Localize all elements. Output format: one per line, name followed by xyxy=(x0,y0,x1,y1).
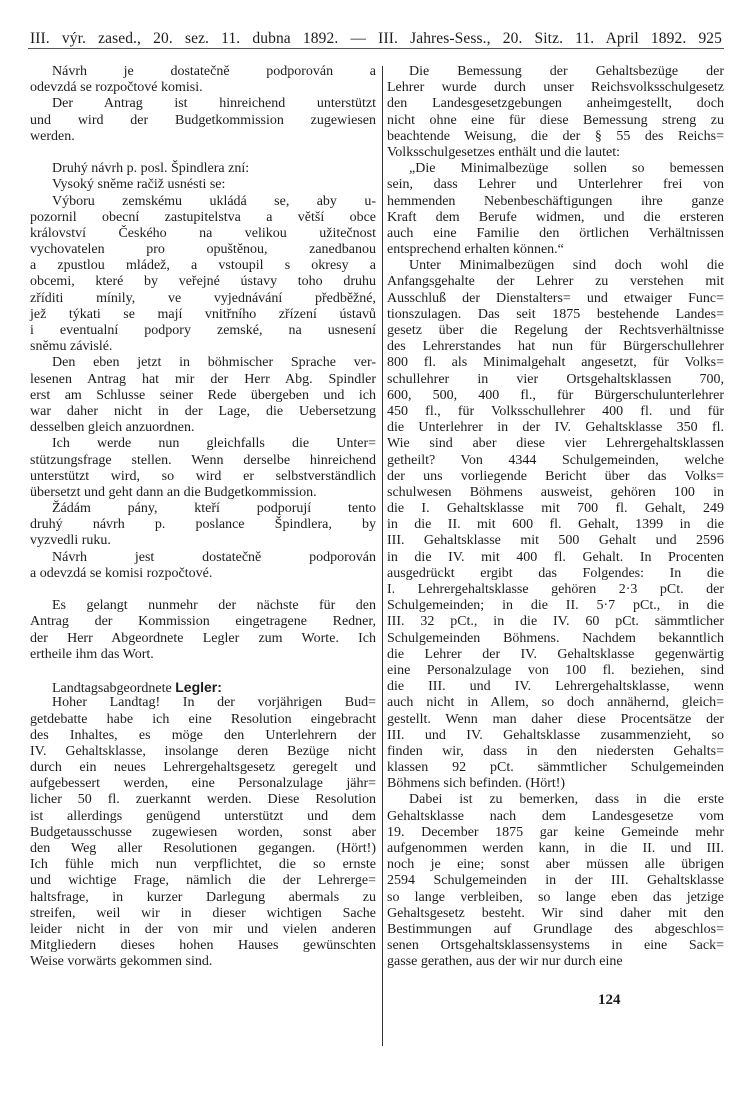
text-line: Böhmens sich befinden. (Hört!) xyxy=(387,776,566,792)
text-line: „Die Minimalbezüge sollen so bemessen xyxy=(409,161,724,177)
text-line: die III. und IV. Lehrergehaltsklasse, wenn xyxy=(387,679,724,695)
text-line: 2594 Schulgemeinden in der III. Gehaltsklasse xyxy=(387,873,724,889)
text-line: in die IV. mit 400 fl. Gehalt. In Procenten xyxy=(387,549,724,565)
text-line: 19. December 1875 gar keine Gemeinde mehr xyxy=(387,824,724,840)
text-line: Ich fühle mich nun verpflichtet, die so ernste xyxy=(30,857,376,873)
text-line: werden. xyxy=(30,128,75,144)
text-line: III. und IV. Gehaltsklasse zusammenzieht, so xyxy=(387,727,724,743)
column-divider xyxy=(382,66,383,1046)
text-line: Unter Minimalbezügen sind doch wohl die xyxy=(409,258,724,274)
text-line: Die Bemessung der Gehaltsbezüge der xyxy=(409,64,724,79)
text-line: den Weg aller Resolutionen gegangen. (Hört!) xyxy=(30,841,376,856)
text-line: Druhý návrh p. posl. Špindlera zní: xyxy=(52,161,250,177)
text-line: der uns vorliegende Bericht über das Volks= xyxy=(387,468,724,484)
text-line: království Českého na velikou užitečnost xyxy=(30,225,376,241)
text-line: in die II. mit 600 fl. Gehalt, 1399 in die xyxy=(387,517,724,533)
text-line: aufgebessert werden, eine Personalzulage jähr= xyxy=(30,776,376,792)
text-line: so lange verbleiben, so lange eben das jetzige xyxy=(387,889,724,905)
text-line: den Landesgesetzgebungen anheimgestellt, doch xyxy=(387,96,724,112)
text-line: Weise vorwärts gekommen sind. xyxy=(30,954,213,970)
text-line: die Unterlehrer in der IV. Gehaltsklasse 350 fl. xyxy=(387,420,724,436)
text-line: 450 fl., für Volksschullehrer 400 fl. und für xyxy=(387,403,724,419)
text-line: streifen, weil wir in dieser wichtigen Sache xyxy=(30,905,376,921)
text-line: finden wir, dass in den niedersten Gehalts= xyxy=(387,743,724,759)
text-line: getdebatte habe ich eine Resolution eingebracht xyxy=(30,711,376,727)
text-line: druhý návrh p. poslance Špindlera, by xyxy=(30,517,376,533)
text-line: Der Antrag ist hinreichend unterstützt xyxy=(52,96,376,112)
text-line: und wird der Budgetkommission zugewiesen xyxy=(30,112,376,128)
speaker-line xyxy=(30,679,376,695)
text-line: gestellt. Wenn man daher diese Procentsätze der xyxy=(387,711,724,727)
text-line: sněmu závislé. xyxy=(30,339,113,355)
text-line: aufgenommen werden kann, in die II. und III. xyxy=(387,841,724,856)
text-line: vychovatelen pro opuštěnou, zanedbanou xyxy=(30,242,376,258)
speaker-label: Landtagsabgeordnete xyxy=(52,681,172,697)
text-line: unterstützt wird, so wird er selbstverständlich xyxy=(30,468,376,484)
left-column xyxy=(30,64,376,971)
text-line: I. Lehrergehaltsklasse gehören 2·3 pCt. der xyxy=(387,582,724,597)
running-header: III. výr. zased., 20. sez. 11. dubna 1892. — III. Jahres-Sess., 20. Sitz. 11. April 1892. 925 xyxy=(30,30,722,47)
text-line: auch eine Familie den örtlichen Verhältnissen xyxy=(387,225,724,241)
text-line: Mitgliedern dieses hohen Hauses gewünschten xyxy=(30,938,376,954)
text-line: die Lehrer der IV. Gehaltsklasse gegenwärtig xyxy=(387,646,724,662)
text-line: Vysoký sněme račiž usnésti se: xyxy=(52,177,226,193)
text-line: 600, 500, 400 fl., für Bürgerschulunterlehrer xyxy=(387,387,724,403)
text-line: Výboru zemskému ukládá se, aby u- xyxy=(52,193,376,209)
text-line: sein, dass Lehrer und Unterlehrer frei von xyxy=(387,177,724,193)
speaker-name: Legler: xyxy=(175,679,222,696)
text-line: Antrag der Kommission eingetragene Redner, xyxy=(30,614,376,630)
paragraph-gap xyxy=(30,663,376,679)
text-line: getheilt? Von 4344 Schulgemeinden, welche xyxy=(387,452,724,468)
text-line: a odevzdá se komisi rozpočtové. xyxy=(30,565,213,581)
text-line: Ich werde nun gleichfalls die Unter= xyxy=(52,436,376,452)
text-line: Návrh je dostatečně podporován a xyxy=(52,64,376,79)
text-line: tionszulagen. Das seit 1875 bestehende Landes= xyxy=(387,306,724,322)
paragraph-gap xyxy=(30,145,376,161)
text-line: desselben gleich anzuordnen. xyxy=(30,420,195,436)
text-line: auch nicht in Allem, so doch annähernd, gleich= xyxy=(387,695,724,711)
text-line: odevzdá se rozpočtové komisi. xyxy=(30,80,203,96)
text-line: zříditi mínily, ve vyjednávání předběžné, xyxy=(30,290,376,306)
text-line: senen Ortsgehaltsklassensystems in eine Sack= xyxy=(387,938,724,954)
text-line: übersetzt und geht dann an die Budgetkommission. xyxy=(30,484,317,500)
text-line: Žádám pány, kteří podporují tento xyxy=(52,501,376,517)
text-line: entsprechend erhalten können.“ xyxy=(387,242,564,258)
text-line: ausgedrückt ergibt das Folgendes: In die xyxy=(387,565,724,581)
text-line: Kraft dem Berufe widmen, und die ersteren xyxy=(387,209,724,225)
text-line: Dabei ist zu bemerken, dass in die erste xyxy=(409,792,724,808)
text-line: i eventualní podpory zemské, na usnesení xyxy=(30,323,376,338)
text-line: gasse gerathen, aus der wir nur durch eine xyxy=(387,954,623,970)
text-line: Gehaltsgesetz besteht. Wir sind daher mit den xyxy=(387,905,724,921)
text-line: Bestimmungen auf Grundlage des abgeschlos= xyxy=(387,921,724,937)
text-line: jež týkati se mají vnitřního zřízení ústavů xyxy=(30,306,376,322)
text-line: durch ein neues Lehrergehaltsgesetz geregelt und xyxy=(30,760,376,776)
text-line: licher 50 fl. zuerkannt werden. Diese Resolution xyxy=(30,792,376,808)
text-line: ertheile ihm das Wort. xyxy=(30,646,154,662)
text-line: noch je eine; sonst aber müssen alle übrigen xyxy=(387,857,724,873)
right-column xyxy=(387,64,724,971)
text-line: hemmenden Nebenbeschäftigungen ihre ganze xyxy=(387,193,724,209)
text-line: gesetz über die Regelung der Rechtsverhältnisse xyxy=(387,323,724,338)
text-line: a zpustlou mládež, a vstoupil s okresy a xyxy=(30,258,376,274)
text-line: obcemi, které by veřejné ústavy toho druhu xyxy=(30,274,376,290)
text-line: Schulgemeinden Böhmens. Nachdem bekanntlich xyxy=(387,630,724,646)
text-line: Wie sind aber diese vier Lehrergehaltsklassen xyxy=(387,436,724,452)
text-line: lesenen Antrag hat mir der Herr Abg. Spindler xyxy=(30,371,376,387)
text-line: des Inhaltes, es möge den Unterlehrern der xyxy=(30,727,376,743)
text-line: Volksschulgesetzes enthält und die lautet: xyxy=(387,144,621,160)
text-line: erst am Schlusse seiner Rede übergeben und ich xyxy=(30,387,376,403)
text-line: stützungsfrage stellen. Wenn derselbe hinreichend xyxy=(30,452,376,468)
paragraph-gap xyxy=(30,582,376,598)
text-line: Es gelangt nunmehr der nächste für den xyxy=(52,598,376,614)
text-line: vyzvedli ruku. xyxy=(30,533,111,549)
text-line: beachtende Weisung, die der § 55 des Reichs= xyxy=(387,128,724,144)
text-line: klassen 92 pCt. sämmtlicher Schulgemeinden xyxy=(387,760,724,776)
text-line: haltsfrage, in kurzer Darlegung abermals zu xyxy=(30,889,376,905)
text-line: 800 fl. als Minimalgehalt angesetzt, für Volks= xyxy=(387,355,724,371)
header-rule xyxy=(28,48,724,49)
text-line: nicht ohne eine für diese Bemessung streng zu xyxy=(387,112,724,128)
text-line: ist allerdings genügend unterstützt und dem xyxy=(30,808,376,824)
text-line: schulwesen Böhmens ausweist, gehören 100 in xyxy=(387,484,724,500)
text-line: Lehrer wurde durch unser Reichsvolksschulgesetz xyxy=(387,80,724,96)
text-line: Návrh jest dostatečně podporován xyxy=(52,549,376,565)
text-line: schullehrer in vier Ortsgehaltsklassen 700, xyxy=(387,371,724,387)
text-line: IV. Gehaltsklasse, insolange deren Bezüge nicht xyxy=(30,743,376,759)
text-line: Schulgemeinden; in die II. 5·7 pCt., in die xyxy=(387,598,724,614)
text-line: Gehaltsklasse nach dem Landesgesetze vom xyxy=(387,808,724,824)
text-line: eine Personalzulage von 100 fl. beziehen, sind xyxy=(387,662,724,678)
text-line: Den eben jetzt in böhmischer Sprache ver- xyxy=(52,355,376,371)
text-line: III. 32 pCt., in die IV. 60 pCt. sämmtlicher xyxy=(387,614,724,630)
text-line: die I. Gehaltsklasse mit 700 fl. Gehalt, 249 xyxy=(387,501,724,517)
text-line: war daher nicht in der Lage, die Uebersetzung xyxy=(30,403,376,419)
text-line: Anfangsgehalte der Lehrer zu verstehen mit xyxy=(387,274,724,290)
text-line: III. Gehaltsklasse mit 500 Gehalt und 2596 xyxy=(387,533,724,549)
text-line: und wichtige Frage, nämlich die der Lehrerge= xyxy=(30,873,376,889)
text-line: Ausschluß der Dienstalters= und etwaiger Func= xyxy=(387,290,724,306)
text-line: pozornil obecní zastupitelstva a větší obce xyxy=(30,209,376,225)
text-line: des Lehrerstandes hat nun für Bürgerschullehrer xyxy=(387,339,724,355)
text-line: Hoher Landtag! In der vorjährigen Bud= xyxy=(52,695,376,711)
text-line: Budgetausschusse zugewiesen worden, sonst aber xyxy=(30,824,376,840)
page-number: 124 xyxy=(598,992,621,1008)
text-line: leider nicht in der von mir und vielen anderen xyxy=(30,921,376,937)
text-line: der Herr Abgeordnete Legler zum Worte. Ich xyxy=(30,630,376,646)
